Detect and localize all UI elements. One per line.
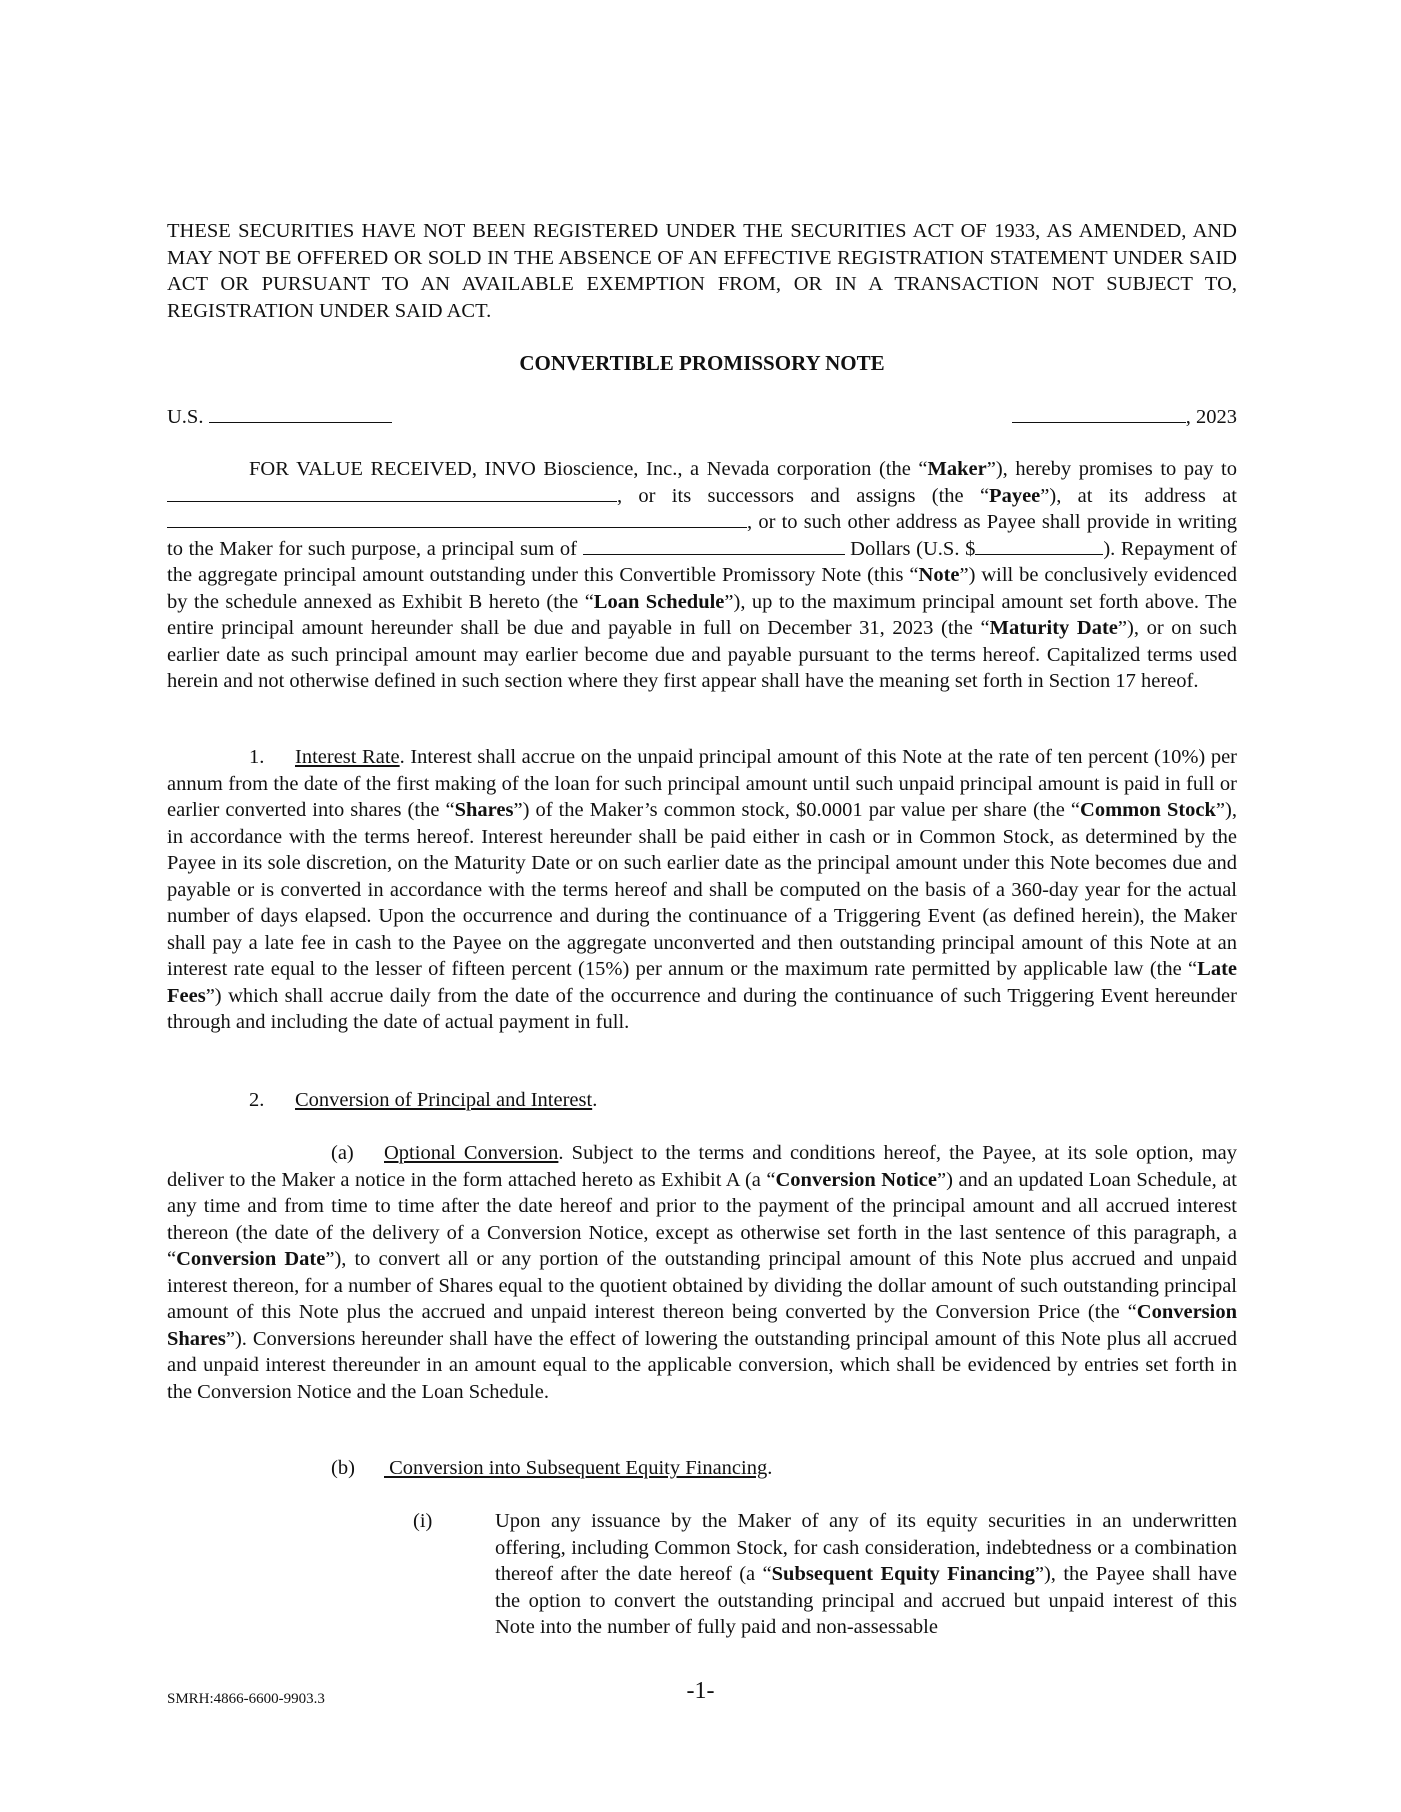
defined-term-conversion-notice: Conversion Notice <box>775 1168 938 1191</box>
intro-paragraph <box>167 456 1237 695</box>
payee-address-blank <box>167 509 747 528</box>
section-text: . <box>767 1457 773 1479</box>
date-blank <box>1012 404 1186 423</box>
section-text: ”) which shall accrue daily from the date of the occurrence and during the continuance of such Triggering Event hereunder through and including the date of actual payment in full. <box>167 984 1237 1033</box>
amount-blank <box>209 404 392 423</box>
section-text: . <box>592 1089 598 1111</box>
section-text: ”), to convert all or any portion of the outstanding principal amount of this Note plus accrued and unpaid interest thereon, for a number of Shares equal to the quotient obtained by dividing the dollar amount of such outstanding principal amount of this Note plus the accrued and unpaid interest thereon being converted by the Conversion Price (the “ <box>167 1248 1237 1323</box>
section-2b-i-text <box>495 1508 1237 1641</box>
defined-term-subsequent-equity-financing: Subsequent Equity Financing <box>771 1563 1035 1585</box>
section-number: 1. <box>249 746 265 768</box>
principal-amount-field <box>167 404 392 431</box>
intro-text: , or to such other address as Payee shall provide in writing to the Maker for such purpose, a principal sum of <box>167 511 1237 560</box>
intro-text: ”), hereby promises to pay to <box>986 458 1237 480</box>
defined-term-conversion-shares: Conversion Shares <box>167 1301 1237 1350</box>
intro-text: Dollars (U.S. $ <box>844 537 976 560</box>
subsection-label: (b) <box>331 1457 355 1479</box>
section-text: ”), the Payee shall have the option to convert the outstanding principal and accrued but unpaid interest of this Note into the number of fully paid and non-assessable <box>495 1563 1237 1638</box>
date-year: , 2023 <box>1185 406 1237 428</box>
section-number: 2. <box>249 1089 265 1111</box>
document-title: CONVERTIBLE PROMISSORY NOTE <box>519 351 885 375</box>
intro-text: , or its successors and assigns (the “ <box>617 484 990 507</box>
defined-term-conversion-date: Conversion Date <box>176 1248 326 1270</box>
section-2b-heading <box>167 1455 1237 1482</box>
section-heading: Interest Rate <box>295 746 400 768</box>
section-text: ”), in accordance with the terms hereof. Interest hereunder shall be paid either in cash or in Common Stock, as determined by the Payee in its sole discretion, on the Maturity Date or on such earlier date as the principal amount under this Note becomes due and payable or is converted in accordance with the terms hereof and shall be computed on the basis of a 360-day year for the actual number of days elapsed. Upon the occurrence and during the continuance of a Triggering Event (as defined herein), the Maker shall pay a late fee in cash to the Payee on the aggregate unconverted and then outstanding principal amount of this Note at an interest rate equal to the lesser of fifteen percent (15%) per annum or the maximum rate permitted by applicable law (the “ <box>167 799 1237 980</box>
defined-term-shares: Shares <box>454 799 514 821</box>
defined-term-maturity-date: Maturity Date <box>989 617 1118 639</box>
intro-text: ”), or on such earlier date as such principal amount may earlier become due and payable pursuant to the terms hereof. Capitalized terms used herein and not otherwise defined in such section where they first appear shall have the meaning set forth in Section 17 hereof. <box>167 617 1237 692</box>
defined-term-maker: Maker <box>927 458 987 480</box>
subsection-heading: Optional Conversion <box>384 1142 559 1164</box>
currency-prefix: U.S. <box>167 406 204 428</box>
principal-figure-blank <box>975 536 1103 555</box>
payee-name-blank <box>167 483 617 502</box>
intro-text: ”), at its address at <box>1040 484 1237 507</box>
defined-term-loan-schedule: Loan Schedule <box>593 590 725 613</box>
section-1-interest-rate <box>167 744 1237 1036</box>
section-text: ”) of the Maker’s common stock, $0.0001 par value per share (the “ <box>513 799 1081 821</box>
clause-label: (i) <box>413 1510 433 1532</box>
section-text: . Subject to the terms and conditions hereof, the Payee, at its sole option, may deliver to the Maker a notice in the form attached hereto as Exhibit A (a “ <box>167 1142 1237 1191</box>
section-heading: Conversion of Principal and Interest <box>295 1089 593 1111</box>
section-text: . Interest shall accrue on the unpaid principal amount of this Note at the rate of ten percent (10%) per annum from the date of the first making of the loan for such principal amount until such unpaid principal amount is paid in full or earlier converted into shares (the “ <box>167 746 1237 821</box>
intro-text: ). Repayment of the aggregate principal amount outstanding under this Convertible Promissory Note (this “ <box>167 537 1237 586</box>
section-2-heading <box>167 1087 1237 1114</box>
footer-document-id: SMRH:4866-6600-9903.3 <box>167 1691 325 1707</box>
section-text: ”) and an updated Loan Schedule, at any time and from time to time after the date hereof and prior to the payment of the principal amount and all accrued interest thereon (the date of the delivery of a Conversion Notice, except as otherwise set forth in the last sentence of this paragraph, a “ <box>167 1168 1237 1270</box>
defined-term-late-fees: Late Fees <box>167 958 1237 1007</box>
intro-text: ”), up to the maximum principal amount set forth above. The entire principal amount hereunder shall be due and payable in full on December 31, 2023 (the “ <box>167 590 1237 639</box>
subsection-label: (a) <box>331 1142 354 1164</box>
intro-text: ”) will be conclusively evidenced by the schedule annexed as Exhibit B hereto (the “ <box>167 564 1237 613</box>
page-number: -1- <box>686 1678 715 1704</box>
section-2a-optional-conversion <box>167 1140 1237 1405</box>
securities-legend: THESE SECURITIES HAVE NOT BEEN REGISTERED UNDER THE SECURITIES ACT OF 1933, AS AMENDED, AND MAY NOT BE OFFERED OR SOLD IN THE ABSENCE OF AN EFFECTIVE REGISTRATION STATEMENT UNDER SAID ACT OR PURSUANT TO AN AVAILABLE EXEMPTION FROM, OR IN A TRANSACTION NOT SUBJECT TO, REGISTRATION UNDER SAID ACT. <box>167 220 1237 322</box>
principal-words-blank <box>583 536 845 555</box>
section-text: Upon any issuance by the Maker of any of its equity securities in an underwritten offering, including Common Stock, for cash consideration, indebtedness or a combination thereof after the date hereof (a “ <box>495 1510 1237 1585</box>
defined-term-payee: Payee <box>989 484 1041 507</box>
intro-text: FOR VALUE RECEIVED, INVO Bioscience, Inc., a Nevada corporation (the “ <box>249 458 928 480</box>
subsection-heading: Conversion into Subsequent Equity Financing <box>384 1457 768 1479</box>
section-text: ”). Conversions hereunder shall have the effect of lowering the outstanding principal amount of this Note plus all accrued and unpaid interest thereunder in an amount equal to the applicable conversion, which shall be evidenced by entries set forth in the Conversion Notice and the Loan Schedule. <box>167 1327 1237 1403</box>
defined-term-note: Note <box>918 564 960 586</box>
date-field <box>1012 404 1237 431</box>
defined-term-common-stock: Common Stock <box>1080 799 1216 821</box>
